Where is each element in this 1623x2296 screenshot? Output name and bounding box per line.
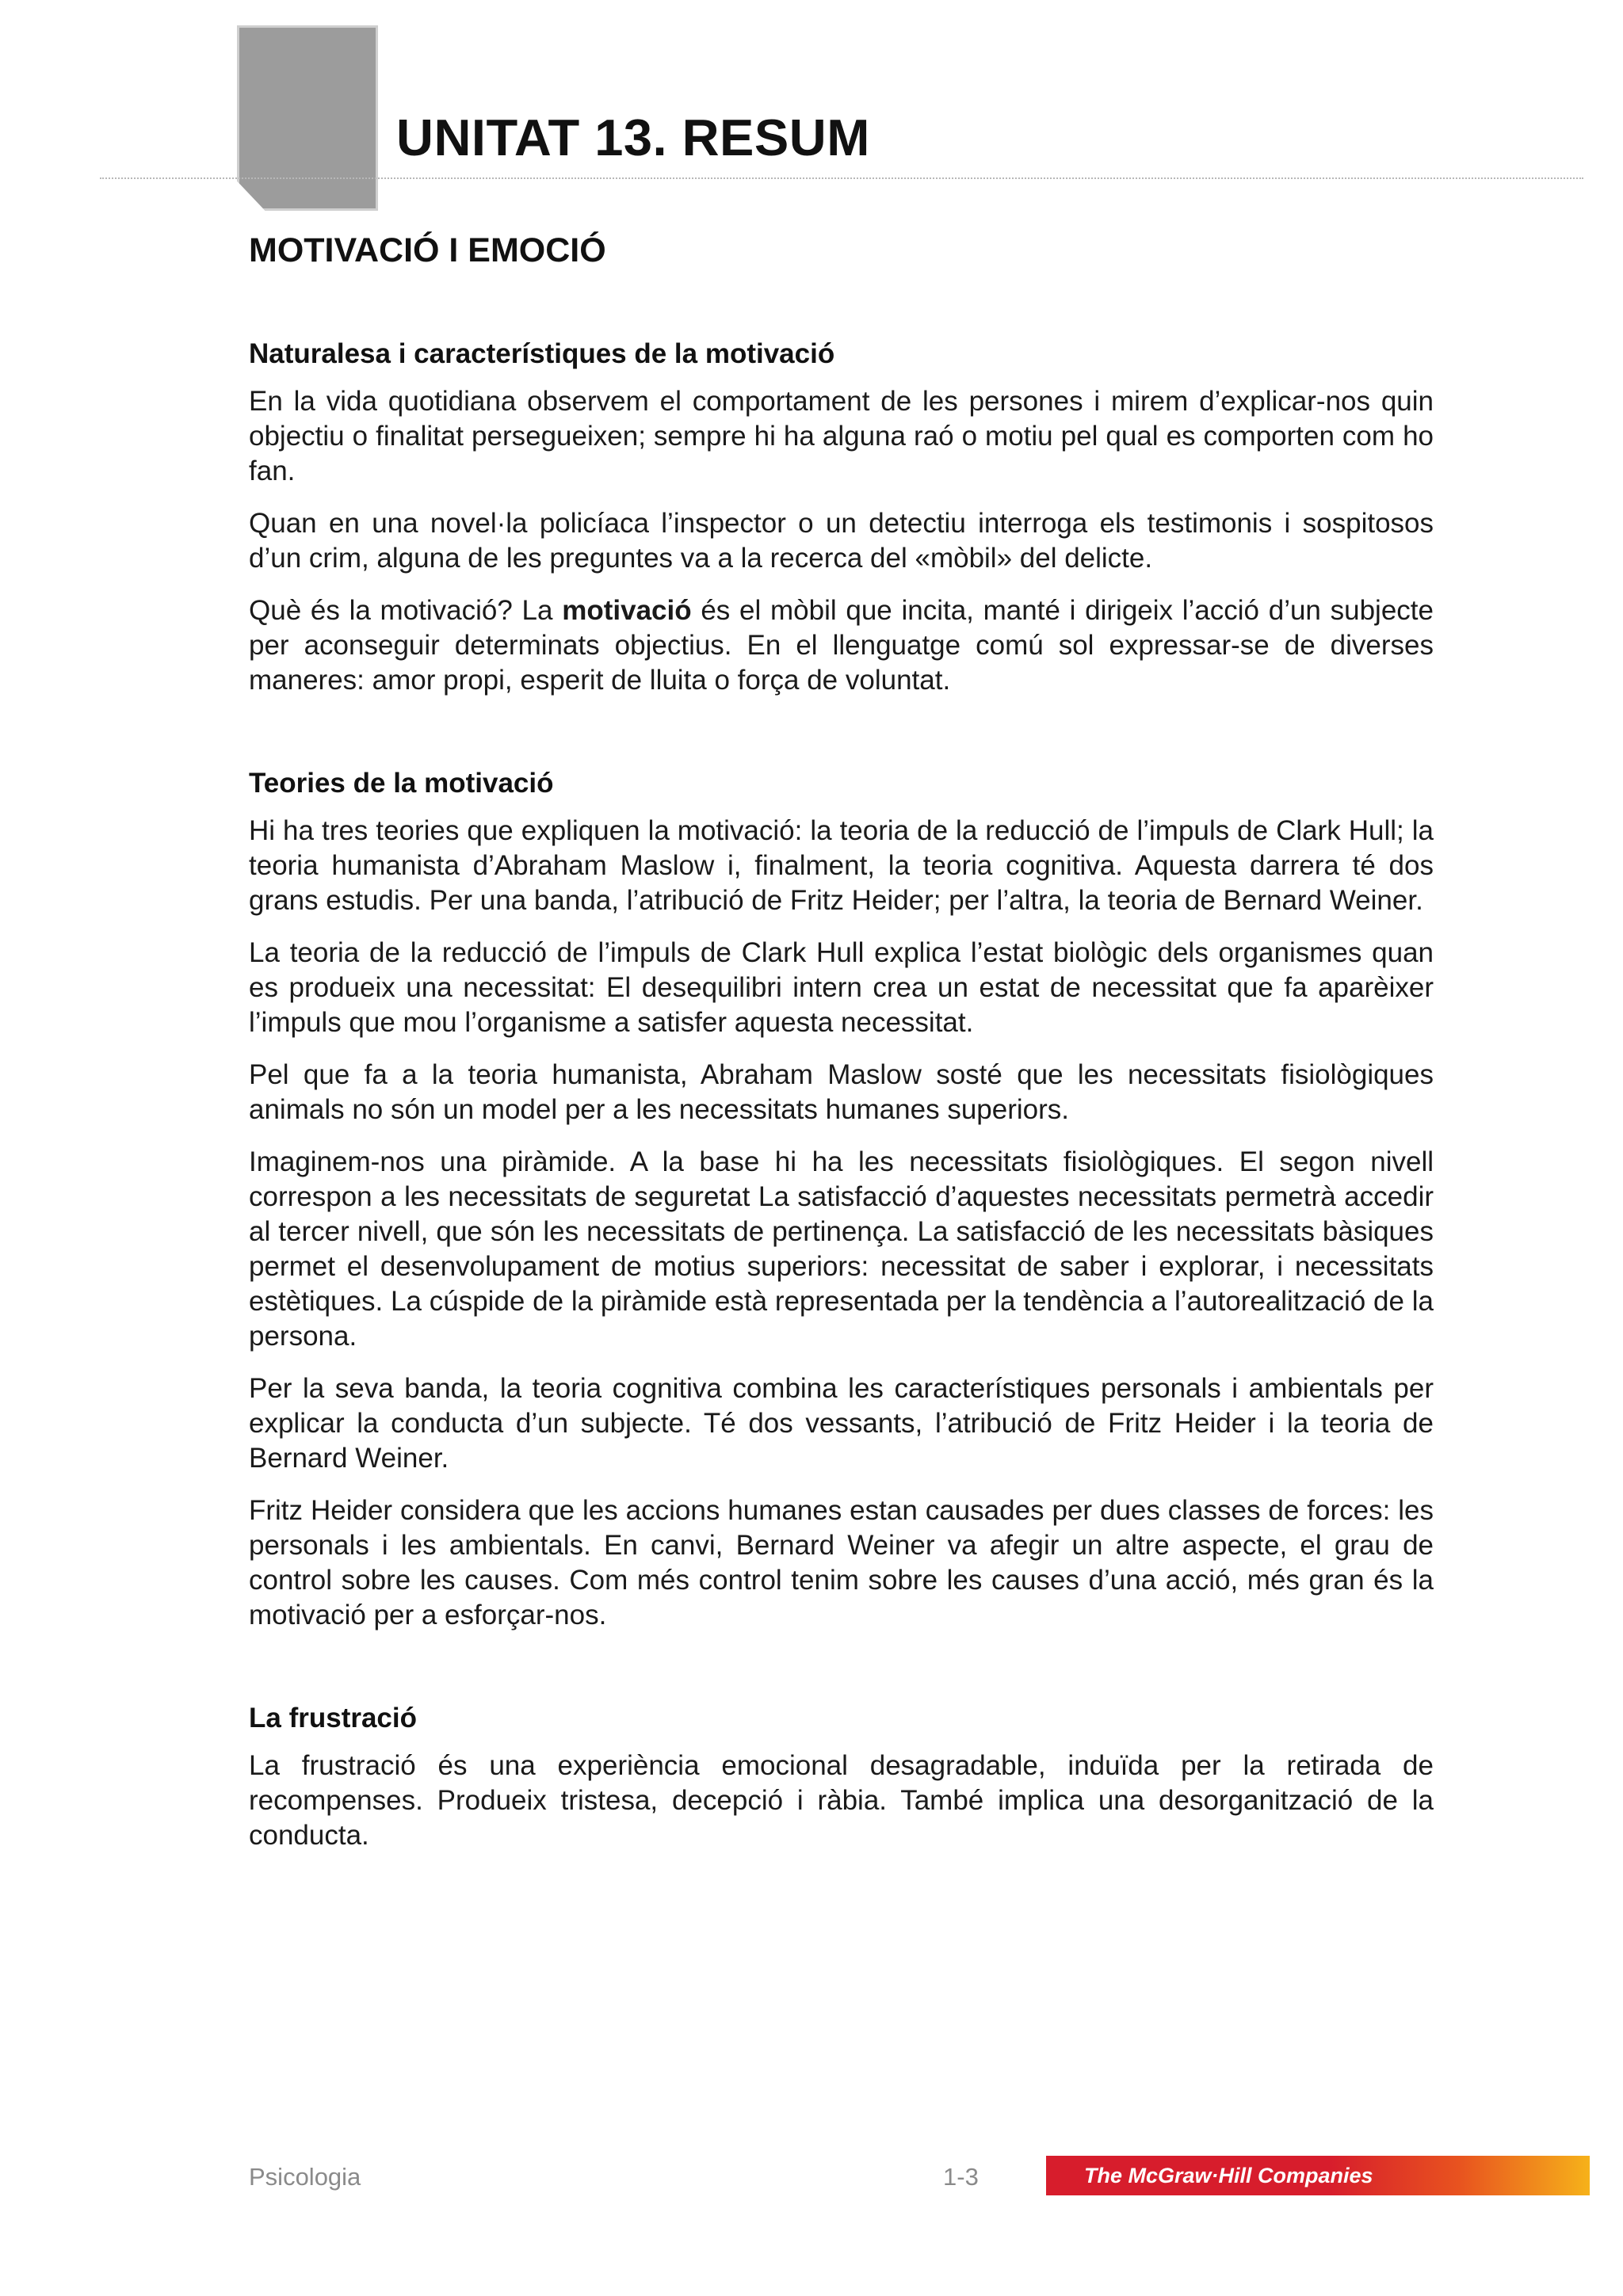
section-heading-frustration: La frustració — [249, 1703, 417, 1733]
publisher-logo-text: The McGraw·Hill Companies — [1084, 2163, 1373, 2187]
paragraph: La teoria de la reducció de l’impuls de Clark Hull explica l’estat biològic dels organismes quan es produeix una necessitat: El desequilibri intern crea un estat de necessitat que fa aparèixer l’impuls que mou l’organisme a satisfer aquesta necessitat. — [249, 937, 1434, 1038]
paragraph-definition — [249, 593, 1434, 698]
unit-title: UNITAT 13. RESUM — [396, 109, 870, 166]
page-title: MOTIVACIÓ I EMOCIÓ — [249, 231, 606, 269]
page-number: 1-3 — [943, 2163, 979, 2191]
footer-subject: Psicologia — [249, 2163, 361, 2191]
paragraph: La frustració és una experiència emocional desagradable, induïda per la retirada de recompenses. Produeix tristesa, decepció i ràbia. També implica una desorganització de la conducta. — [249, 1750, 1434, 1851]
header-divider — [100, 177, 1583, 179]
paragraph: Imaginem-nos una piràmide. A la base hi ha les necessitats fisiològiques. El segon nivell correspon a les necessitats de seguretat La satisfacció d’aquestes necessitats permetrà accedir al tercer nivell, que són les necessitats de pertinença. La satisfacció de les necessitats bàsiques permet el desenvolupament de motius superiors: necessitat de saber i explorar, i necessitats estètiques. La cúspide de la piràmide està representada per la tendència a l’autorealització de la persona. — [249, 1146, 1434, 1352]
paragraph: En la vida quotidiana observem el comportament de les persones i mirem d’explicar-nos quin objectiu o finalitat persegueixen; sempre hi ha alguna raó o motiu pel qual es comporten com ho fan. — [249, 386, 1434, 486]
paragraph-text: és el mòbil que incita, manté i dirigeix l’acció d’un subjecte per aconseguir determinats objectius. En el llenguatge comú sol expressar-se de diverses maneres: amor propi, esperit de lluita o força de voluntat. — [249, 595, 1434, 696]
paragraph: Quan en una novel·la policíaca l’inspector o un detectiu interroga els testimonis i sospitosos d’un crim, alguna de les preguntes va a la recerca del «mòbil» del delicte. — [249, 508, 1434, 574]
publisher-logo — [1046, 2156, 1590, 2195]
paragraph: Fritz Heider considera que les accions humanes estan causades per dues classes de forces: les personals i les ambientals. En canvi, Bernard Weiner va afegir un altre aspecte, el grau de control sobre les causes. Com més control tenim sobre les causes d’una acció, més gran és la motivació per a esforçar-nos. — [249, 1495, 1434, 1630]
bold-term: motivació — [562, 595, 692, 626]
document-body — [249, 338, 1434, 1871]
section-heading-nature: Naturalesa i característiques de la motivació — [249, 338, 835, 369]
section-heading-theories: Teories de la motivació — [249, 768, 554, 799]
paragraph: Per la seva banda, la teoria cognitiva combina les característiques personals i ambientals per explicar la conducta d’un subjecte. Té dos vessants, l’atribució de Fritz Heider i la teoria de Bernard Weiner. — [249, 1373, 1434, 1474]
paragraph: Pel que fa a la teoria humanista, Abraham Maslow sosté que les necessitats fisiològiques animals no són un model per a les necessitats humanes superiors. — [249, 1059, 1434, 1125]
paragraph: Hi ha tres teories que expliquen la motivació: la teoria de la reducció de l’impuls de Clark Hull; la teoria humanista d’Abraham Maslow i, finalment, la teoria cognitiva. Aquesta darrera té dos grans estudis. Per una banda, l’atribució de Fritz Heider; per l’altra, la teoria de Bernard Weiner. — [249, 815, 1434, 916]
paragraph-text: Què és la motivació? La — [249, 595, 563, 626]
chapter-tab-decoration — [237, 25, 378, 211]
